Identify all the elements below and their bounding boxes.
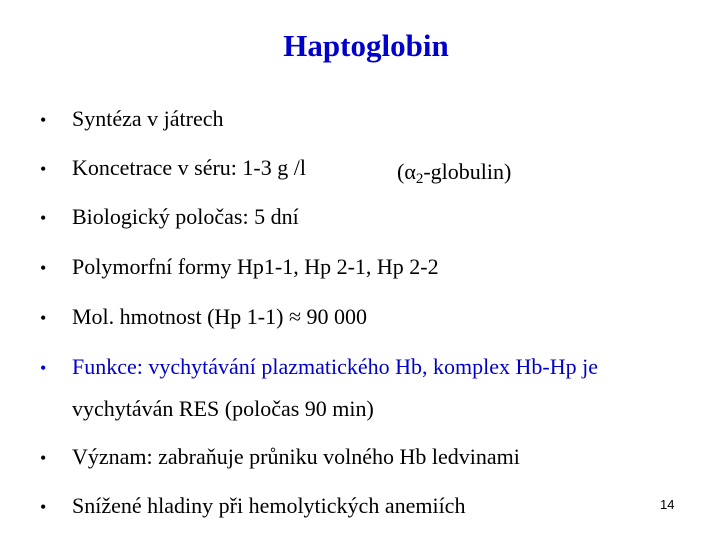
bullet-function xyxy=(40,354,598,381)
bullet-concentration xyxy=(40,155,306,182)
bullet-dot: • xyxy=(40,159,47,179)
slide-title: Haptoglobin xyxy=(283,28,449,63)
bullet-dot: • xyxy=(40,208,47,228)
bullet-text: Funkce: vychytávání plazmatického Hb, komplex Hb-Hp je xyxy=(72,354,599,379)
bullet-dot: • xyxy=(40,448,47,468)
bullet-text: Mol. hmotnost (Hp 1-1) ≈ 90 000 xyxy=(72,304,368,329)
bullet-text: Význam: zabraňuje průniku volného Hb ledvinami xyxy=(72,444,520,469)
bullet-text: Koncetrace v séru: 1-3 g /l xyxy=(72,155,306,180)
page-number: 14 xyxy=(660,497,675,512)
bullet-polymorphism xyxy=(40,254,439,281)
bullet-dot: • xyxy=(40,110,47,130)
alpha-symbol: α xyxy=(404,159,416,184)
bullet-molecular-weight xyxy=(40,304,367,331)
bullet-significance xyxy=(40,444,520,471)
bullet-dot: • xyxy=(40,308,47,328)
bullet-dot: • xyxy=(40,258,47,278)
bullet-reduced-levels xyxy=(40,493,465,520)
aside-rest: -globulin) xyxy=(423,159,512,184)
bullet-synthesis xyxy=(40,106,224,133)
bullet-text: Syntéza v játrech xyxy=(72,106,224,131)
alpha-subscript: 2 xyxy=(415,171,424,187)
alpha2-globulin-note xyxy=(397,159,511,185)
bullet-text: Polymorfní formy Hp1-1, Hp 2-1, Hp 2-2 xyxy=(72,254,439,279)
bullet-text: Snížené hladiny při hemolytických anemiích xyxy=(72,493,466,518)
bullet-dot: • xyxy=(40,497,47,517)
bullet-dot: • xyxy=(40,358,47,378)
bullet-function-continuation: vychytáván RES (poločas 90 min) xyxy=(72,396,374,421)
aside-open-paren: ( xyxy=(397,159,405,184)
bullet-text: Biologický poločas: 5 dní xyxy=(72,204,299,229)
bullet-half-life xyxy=(40,204,299,231)
